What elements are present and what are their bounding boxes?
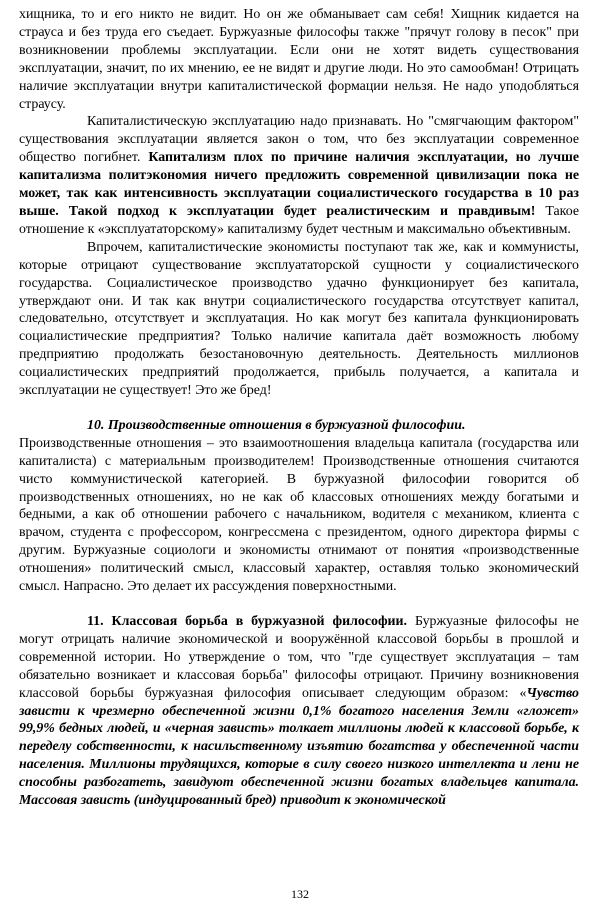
bold-statement: Капитализм плох по причине наличия эксплуатации, но лучше капитализма политэкономия ничего предложить современной цивилизации пока не может, так как интенсивность эксплуатации социалистического государства в 10 раз выше. Такой подход к эксплуатации будет реалистическим и правдивым!: [19, 150, 579, 219]
paragraph-text: Буржуазные философы не могут отрицать наличие экономической и вооружённой классовой борьбы в прошлой и современной истории. Но утверждение о том, что "где существует эксплуатация – там обязательно возникает и классовая борьба" философы отрицают. Причину возникновения классовой борьбы буржуазная философия описывает следующим образом: «: [19, 614, 579, 701]
paragraph-text: Такое отношение к «эксплуататорскому» капитализму будет честным и максимально объективным.: [19, 203, 579, 237]
paragraph-capitalist-exploitation: [19, 113, 579, 238]
section-11: [19, 613, 579, 810]
paragraph-ostrich: хищника, то и его никто не видит. Но он же обманывает сам себя! Хищник кидается на страуса и без труда его съедает. Буржуазные философы также "прячут голову в песок" при возникновении проблемы эксплуатации. Если они не хотят видеть существования эксплуатации, значит, по их мнению, ее не видят и другие люди. Но это самообман! Отрицать наличие эксплуатации внутри капиталистической формации нельзя. Не надо уподобляться страусу.: [19, 7, 579, 112]
paragraph-communists: Впрочем, капиталистические экономисты поступают так же, как и коммунисты, которые отрицают существование эксплуататорской сущности у социалистического государства. Социалистическое производство удачно функционирует без капитала, утверждают они. И так как внутри социалистического государства отсутствует капитал, следовательно, отсутствует и эксплуатация. Но как могут без капитала функционировать социалистические предприятия? Только наличие капитала даёт возможность любому предприятию продолжать безостановочную деятельность. Деятельность миллионов социалистических предприятий продолжается, прибыль получается, а капитала и эксплуатации не существует! Это же бред!: [19, 239, 579, 399]
paragraph-text: Капиталистическую эксплуатацию надо признавать. Но "смягчающим фактором" существования эксплуатации является закон о том, что без эксплуатации современное общество погибнет.: [19, 114, 579, 166]
quoted-bold-italic: Чувство зависти к чрезмерно обеспеченной жизни 0,1% богатого населения Земли «гложет» 99,9% бедных людей, и «черная зависть» толкает миллионы людей к классовой борьбе, к переделу собственности, к насильственному изъятию богатства у обеспеченной части населения. Миллионы трудящихся, которые в силу своего низкого интеллекта и лени не способны разбогатеть, завидуют обеспеченной жизни богатых владельцев капитала. Массовая зависть (индуцированный бред) приводит к экономической: [19, 685, 579, 809]
section-10-heading: [19, 417, 579, 435]
section-gap: [19, 400, 579, 417]
section-10-body: Производственные отношения – это взаимоотношения владельца капитала (государства или капиталиста) с материальным производителем! Производственные отношения считаются чисто коммунистической категорией. В буржуазной философии говорится об производственных отношениях, но не как об классовых отношениях между богатыми и бедными, а как об отношении рабочего с начальником, водителя с механиком, клиента с врачом, студента с профессором, конгрессмена с президентом, одного директора фирмы с другим. Буржуазные социологи и экономисты отнимают от понятия «производственные отношения» политический смысл, классовый характер, оставляя только экономический смысл. Напрасно. Это делает их рассуждения поверхностными.: [19, 435, 579, 595]
section-heading: 11. Классовая борьба в буржуазной философии.: [87, 614, 408, 629]
page-number: 132: [291, 887, 309, 901]
section-gap: [19, 596, 579, 613]
section-heading: 10. Производственные отношения в буржуазной философии.: [87, 417, 466, 433]
